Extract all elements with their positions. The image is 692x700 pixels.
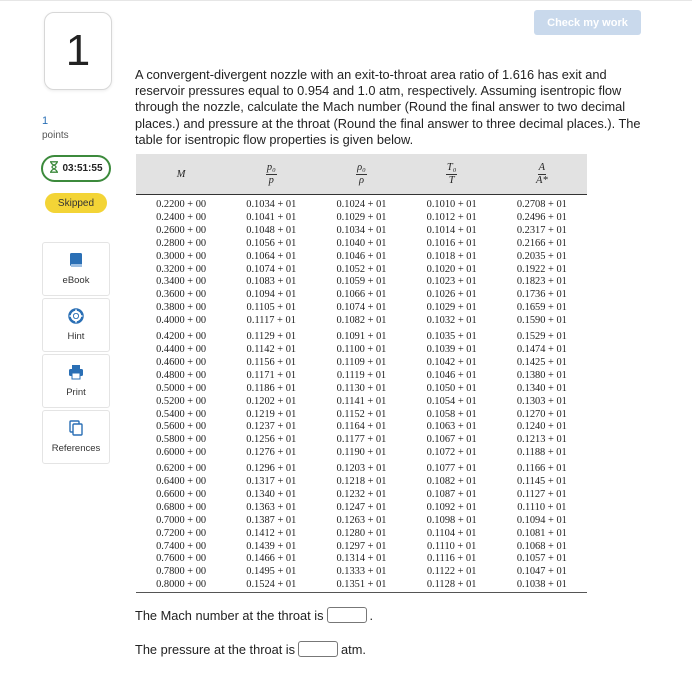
table-cell: 0.1466 + 01 <box>246 553 297 565</box>
table-cell: 0.1171 + 01 <box>246 369 297 381</box>
table-cell: 0.1105 + 01 <box>246 302 297 314</box>
table-cell: 0.1142 + 01 <box>246 343 297 355</box>
table-cell: 0.1056 + 01 <box>246 237 297 249</box>
table-cell: 0.1066 + 01 <box>336 289 387 301</box>
table-cell: 0.1351 + 01 <box>316 579 406 592</box>
table-cell: 0.6200 + 00 <box>156 463 207 475</box>
table-cell: 0.2035 + 01 <box>516 250 567 262</box>
table-cell: 0.1094 + 01 <box>516 514 567 526</box>
table-row <box>136 528 587 541</box>
table-cell: 0.1018 + 01 <box>426 250 477 262</box>
print-label: Print <box>66 387 86 398</box>
table-cell: 0.1203 + 01 <box>336 463 387 475</box>
table-cell: 0.3200 + 00 <box>156 263 207 275</box>
col-header-temperature-ratio: $\frac{\text{T₀}}{T}$ <box>407 154 497 195</box>
table-cell: 0.1164 + 01 <box>336 421 387 433</box>
table-cell: 0.1029 + 01 <box>426 302 477 314</box>
table-cell: 0.1059 + 01 <box>336 276 387 288</box>
table-row <box>136 225 587 238</box>
hourglass-icon <box>49 161 59 176</box>
table-cell: 0.1177 + 01 <box>336 434 387 446</box>
table-cell: 0.1046 + 01 <box>336 250 387 262</box>
table-cell: 0.1736 + 01 <box>516 289 567 301</box>
table-cell: 0.1110 + 01 <box>427 540 477 552</box>
table-cell: 0.1297 + 01 <box>336 540 387 552</box>
table-cell: 0.1092 + 01 <box>426 501 477 513</box>
table-cell: 0.1156 + 01 <box>246 356 297 368</box>
table-cell: 0.1057 + 01 <box>516 553 567 565</box>
table-row <box>136 579 587 592</box>
table-cell: 0.2317 + 01 <box>516 224 567 236</box>
table-cell: 0.7800 + 00 <box>156 566 207 578</box>
table-cell: 0.1024 + 01 <box>336 199 387 210</box>
table-cell: 0.1116 + 01 <box>427 553 477 565</box>
references-label: References <box>51 443 101 454</box>
table-row <box>136 502 587 515</box>
pressure-answer-prompt: The pressure at the throat is <box>135 641 296 657</box>
table-cell: 0.1659 + 01 <box>516 302 567 314</box>
points-value: 1 <box>42 115 49 127</box>
table-cell: 0.4600 + 00 <box>156 356 207 368</box>
table-cell: 0.1109 + 01 <box>336 356 387 368</box>
table-cell: 0.1039 + 01 <box>426 343 477 355</box>
table-cell: 0.7600 + 00 <box>156 553 207 565</box>
table-cell: 0.1152 + 01 <box>336 408 387 420</box>
table-cell: 0.1166 + 01 <box>517 463 567 475</box>
table-row <box>136 421 587 434</box>
table-cell: 0.1232 + 01 <box>336 488 387 500</box>
table-cell: 0.1425 + 01 <box>516 356 567 368</box>
table-row <box>136 447 587 460</box>
table-cell: 0.1042 + 01 <box>426 356 477 368</box>
table-cell: 0.1186 + 01 <box>246 382 297 394</box>
table-cell: 0.1041 + 01 <box>246 211 297 223</box>
table-cell: 0.1296 + 01 <box>246 463 297 475</box>
table-cell: 0.1067 + 01 <box>426 434 477 446</box>
table-cell: 0.5000 + 00 <box>156 382 207 394</box>
table-cell: 0.1303 + 01 <box>516 395 567 407</box>
mach-number-input[interactable] <box>327 607 367 623</box>
table-cell: 0.1145 + 01 <box>517 476 567 488</box>
table-cell: 0.1104 + 01 <box>426 527 477 539</box>
col-header-pressure-ratio: $\frac{\text{p₀}}{p}$ <box>226 154 316 195</box>
table-cell: 0.1072 + 01 <box>426 447 477 459</box>
table-row <box>136 328 587 344</box>
printer-icon <box>68 364 84 383</box>
table-cell: 0.1098 + 01 <box>426 514 477 526</box>
table-cell: 0.1081 + 01 <box>516 527 567 539</box>
table-row <box>136 409 587 422</box>
references-button[interactable] <box>42 410 110 464</box>
table-cell: 0.1012 + 01 <box>426 211 477 223</box>
table-cell: 0.5200 + 00 <box>156 395 207 407</box>
table-cell: 0.7200 + 00 <box>156 527 207 539</box>
table-cell: 0.1219 + 01 <box>246 408 297 420</box>
table-row <box>136 476 587 489</box>
table-cell: 0.1032 + 01 <box>426 315 477 327</box>
lifebuoy-icon <box>68 308 84 327</box>
table-cell: 0.1218 + 01 <box>336 476 387 488</box>
table-cell: 0.1034 + 01 <box>336 224 387 236</box>
table-cell: 0.1026 + 01 <box>426 289 477 301</box>
table-row <box>136 264 587 277</box>
table-cell: 0.1040 + 01 <box>336 237 387 249</box>
table-cell: 0.1823 + 01 <box>516 276 567 288</box>
table-cell: 0.1016 + 01 <box>426 237 477 249</box>
table-cell: 0.1439 + 01 <box>246 540 297 552</box>
table-cell: 0.6400 + 00 <box>156 476 207 488</box>
table-row <box>136 238 587 251</box>
table-cell: 0.1130 + 01 <box>336 382 387 394</box>
table-cell: 0.1048 + 01 <box>246 224 297 236</box>
table-cell: 0.1387 + 01 <box>246 514 297 526</box>
table-cell: 0.1590 + 01 <box>516 315 567 327</box>
table-cell: 0.1074 + 01 <box>246 263 297 275</box>
table-cell: 0.1063 + 01 <box>426 421 477 433</box>
table-cell: 0.1034 + 01 <box>246 199 297 210</box>
table-cell: 0.1014 + 01 <box>426 224 477 236</box>
table-cell: 0.3000 + 00 <box>156 250 207 262</box>
table-cell: 0.1333 + 01 <box>336 566 387 578</box>
table-row <box>136 553 587 566</box>
table-cell: 0.5400 + 00 <box>156 408 207 420</box>
question-number: 1 <box>44 12 112 90</box>
table-cell: 0.5800 + 00 <box>156 434 207 446</box>
table-cell: 0.1020 + 01 <box>426 263 477 275</box>
print-button[interactable] <box>42 354 110 408</box>
mach-answer-prompt: The Mach number at the throat is <box>135 607 324 623</box>
table-cell: 0.2800 + 00 <box>156 237 207 249</box>
table-cell: 0.1074 + 01 <box>336 302 387 314</box>
table-cell: 0.5600 + 00 <box>156 421 207 433</box>
table-cell: 0.1110 + 01 <box>517 501 567 513</box>
table-cell: 0.1091 + 01 <box>336 331 387 343</box>
table-cell: 0.1340 + 01 <box>246 488 297 500</box>
table-cell: 0.1213 + 01 <box>516 434 567 446</box>
table-row <box>136 370 587 383</box>
table-row <box>136 276 587 289</box>
table-cell: 0.1094 + 01 <box>246 289 297 301</box>
table-row <box>136 251 587 264</box>
table-cell: 0.1077 + 01 <box>426 463 477 475</box>
table-cell: 0.1050 + 01 <box>426 382 477 394</box>
table-cell: 0.4800 + 00 <box>156 369 207 381</box>
table-cell: 0.1247 + 01 <box>336 501 387 513</box>
table-row <box>136 357 587 370</box>
check-my-work-button[interactable]: Check my work <box>534 10 641 35</box>
status-badge: Skipped <box>45 193 107 213</box>
table-row <box>136 489 587 502</box>
table-cell: 0.1474 + 01 <box>516 343 567 355</box>
table-cell: 0.6000 + 00 <box>156 447 207 459</box>
table-cell: 0.4400 + 00 <box>156 343 207 355</box>
table-cell: 0.1188 + 01 <box>517 447 567 459</box>
table-cell: 0.6800 + 00 <box>156 501 207 513</box>
table-cell: 0.3400 + 00 <box>156 276 207 288</box>
table-cell: 0.1047 + 01 <box>516 566 567 578</box>
table-row <box>136 302 587 315</box>
table-row <box>136 541 587 554</box>
table-cell: 0.1023 + 01 <box>426 276 477 288</box>
table-cell: 0.1280 + 01 <box>336 527 387 539</box>
mach-answer-suffix: . <box>369 607 374 623</box>
table-cell: 0.1524 + 01 <box>226 579 316 592</box>
table-cell: 0.1087 + 01 <box>426 488 477 500</box>
ebook-icon <box>68 252 84 271</box>
table-cell: 0.2400 + 00 <box>156 211 207 223</box>
ebook-label: eBook <box>62 275 90 286</box>
references-icon <box>68 420 84 439</box>
table-cell: 0.1052 + 01 <box>336 263 387 275</box>
points-label: points <box>42 130 69 141</box>
table-cell: 0.1263 + 01 <box>336 514 387 526</box>
table-row <box>136 434 587 447</box>
table-cell: 0.1141 + 01 <box>336 395 387 407</box>
table-cell: 0.4000 + 00 <box>156 315 207 327</box>
table-cell: 0.1314 + 01 <box>336 553 387 565</box>
table-cell: 0.1122 + 01 <box>426 566 477 578</box>
table-cell: 0.8000 + 00 <box>136 579 226 592</box>
isentropic-flow-table <box>136 154 587 593</box>
table-row <box>136 460 587 476</box>
table-cell: 0.1317 + 01 <box>246 476 297 488</box>
table-cell: 0.1038 + 01 <box>497 579 587 592</box>
hint-button[interactable] <box>42 298 110 352</box>
table-cell: 0.1054 + 01 <box>426 395 477 407</box>
table-row <box>136 515 587 528</box>
table-cell: 0.1082 + 01 <box>336 315 387 327</box>
question-text: A convergent-divergent nozzle with an exit-to-throat area ratio of 1.616 has exit and reservoir pressures equal to 0.954 and 1.0 atm, respectively. Assuming isentropic flow through the nozzle, calculate the Mach number (Round the final answer to two decimal places.) and pressure at the throat (Round the final answer to three decimal places.). The table for isentropic flow properties is given below. <box>135 67 641 147</box>
table-cell: 0.1117 + 01 <box>246 315 296 327</box>
table-cell: 0.1029 + 01 <box>336 211 387 223</box>
table-cell: 0.3800 + 00 <box>156 302 207 314</box>
table-row <box>136 396 587 409</box>
table-cell: 0.1237 + 01 <box>246 421 297 433</box>
table-row <box>136 383 587 396</box>
table-cell: 0.6600 + 00 <box>156 488 207 500</box>
pressure-answer-row <box>135 641 366 657</box>
table-cell: 0.1495 + 01 <box>246 566 297 578</box>
table-cell: 0.7400 + 00 <box>156 540 207 552</box>
table-cell: 0.1380 + 01 <box>516 369 567 381</box>
table-cell: 0.1046 + 01 <box>426 369 477 381</box>
table-cell: 0.1128 + 01 <box>407 579 497 592</box>
pressure-answer-unit: atm. <box>341 641 366 657</box>
table-cell: 0.1412 + 01 <box>246 527 297 539</box>
table-row <box>136 289 587 302</box>
table-cell: 0.1100 + 01 <box>336 343 387 355</box>
table-cell: 0.1082 + 01 <box>426 476 477 488</box>
col-header-density-ratio: $\frac{\text{ρ₀}}{\rho}$ <box>316 154 406 195</box>
top-divider <box>0 0 692 1</box>
hint-label: Hint <box>67 331 85 342</box>
mach-answer-row <box>135 607 373 623</box>
table-cell: 0.1119 + 01 <box>336 369 387 381</box>
table-cell: 0.1068 + 01 <box>516 540 567 552</box>
table-row <box>136 344 587 357</box>
timer-value: 03:51:55 <box>62 163 103 174</box>
table-cell: 0.1922 + 01 <box>516 263 567 275</box>
timer[interactable] <box>41 155 111 182</box>
table-row <box>136 195 587 212</box>
table-row <box>136 315 587 328</box>
table-cell: 0.2708 + 01 <box>516 199 567 210</box>
table-cell: 0.1270 + 01 <box>516 408 567 420</box>
table-cell: 0.2600 + 00 <box>156 224 207 236</box>
table-cell: 0.1529 + 01 <box>516 331 567 343</box>
table-cell: 0.1127 + 01 <box>517 488 567 500</box>
table-cell: 0.1010 + 01 <box>426 199 477 210</box>
table-cell: 0.1129 + 01 <box>246 331 297 343</box>
table-cell: 0.1363 + 01 <box>246 501 297 513</box>
table-row <box>136 566 587 579</box>
table-cell: 0.2200 + 00 <box>156 199 207 210</box>
table-cell: 0.1190 + 01 <box>336 447 387 459</box>
table-cell: 0.1083 + 01 <box>246 276 297 288</box>
table-cell: 0.7000 + 00 <box>156 514 207 526</box>
table-cell: 0.2166 + 01 <box>516 237 567 249</box>
table-cell: 0.1276 + 01 <box>246 447 297 459</box>
table-cell: 0.1340 + 01 <box>516 382 567 394</box>
table-row <box>136 212 587 225</box>
col-header-area-ratio: $\frac{A}{A*}$ <box>497 154 587 195</box>
table-cell: 0.1058 + 01 <box>426 408 477 420</box>
table-cell: 0.1202 + 01 <box>246 395 297 407</box>
throat-pressure-input[interactable] <box>298 641 338 657</box>
col-header-mach: M <box>136 154 226 195</box>
table-cell: 0.4200 + 00 <box>156 331 207 343</box>
table-cell: 0.2496 + 01 <box>516 211 567 223</box>
table-cell: 0.1035 + 01 <box>426 331 477 343</box>
ebook-button[interactable] <box>42 242 110 296</box>
table-cell: 0.3600 + 00 <box>156 289 207 301</box>
table-cell: 0.1256 + 01 <box>246 434 297 446</box>
table-cell: 0.1064 + 01 <box>246 250 297 262</box>
table-cell: 0.1240 + 01 <box>516 421 567 433</box>
